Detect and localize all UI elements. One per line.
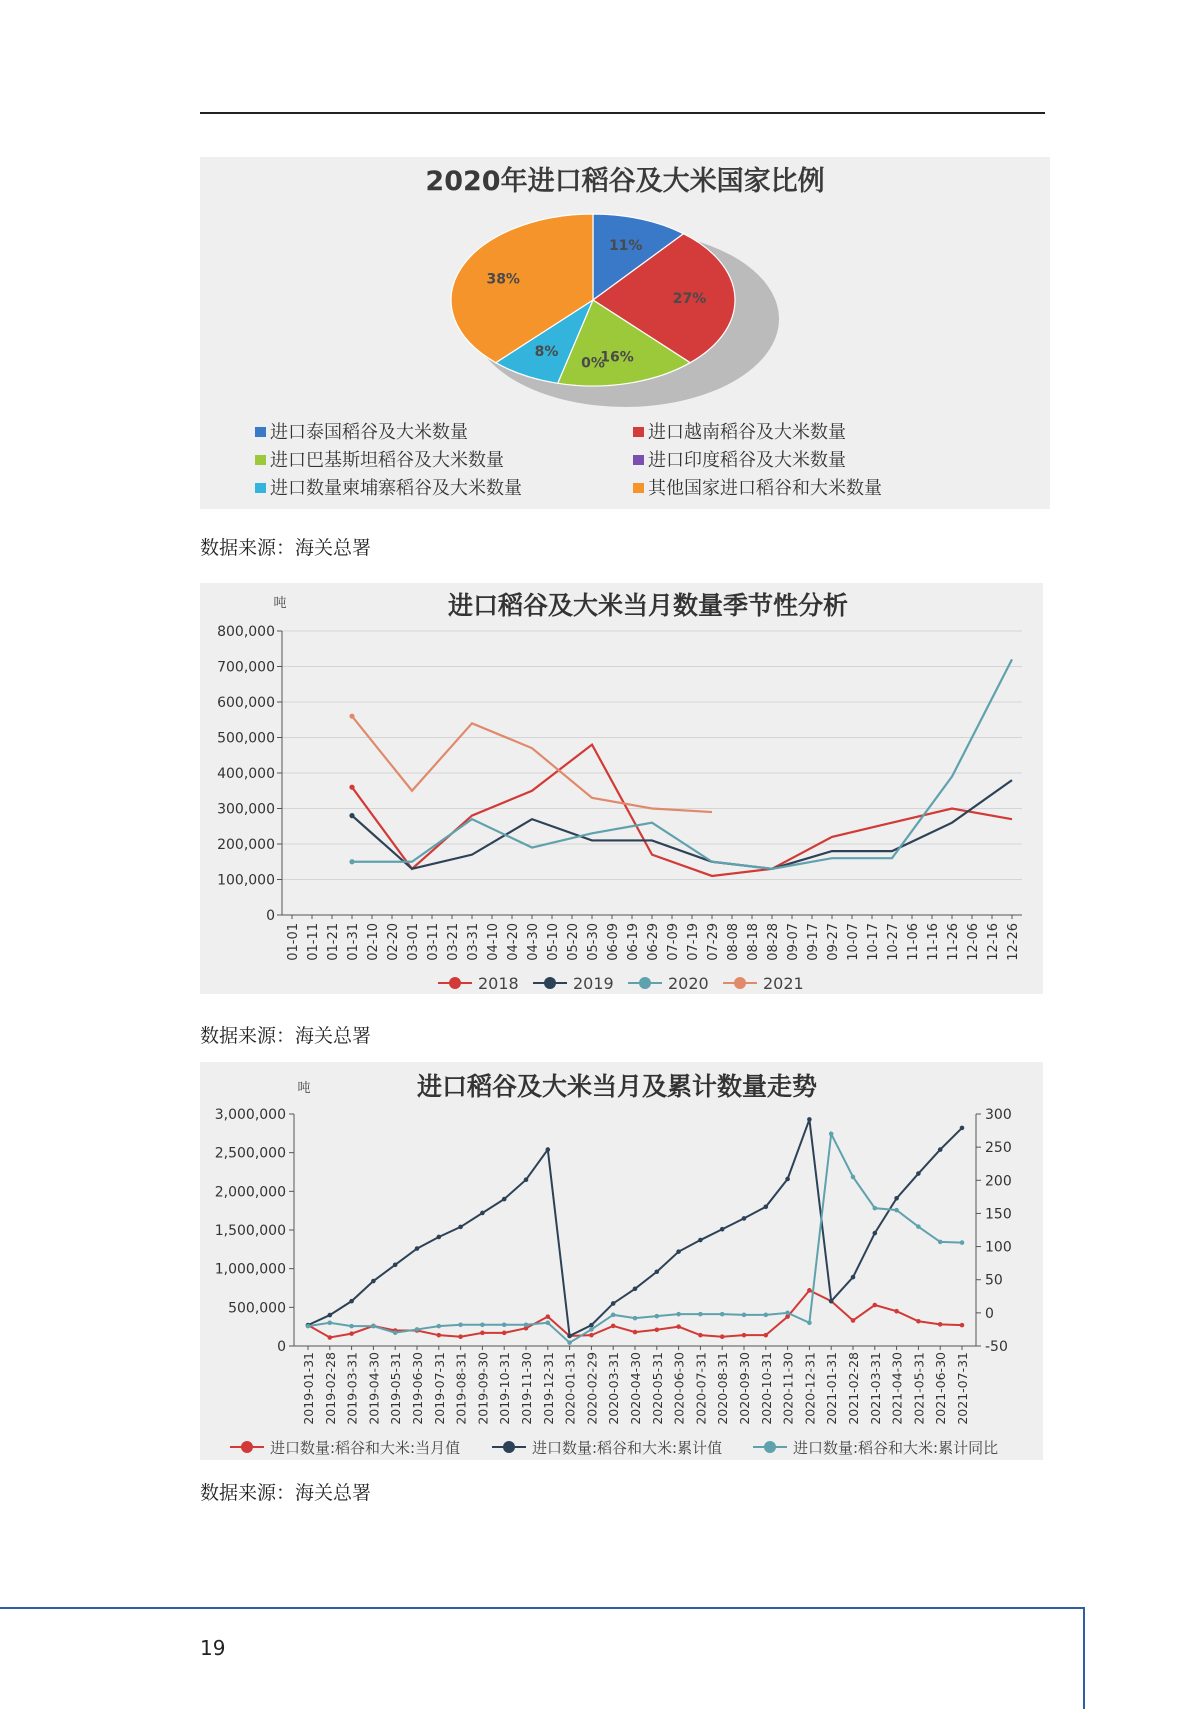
trend-data-point bbox=[916, 1171, 921, 1176]
trend-data-point bbox=[720, 1334, 725, 1339]
x-tick-label: 05-10 bbox=[546, 923, 561, 961]
trend-data-point bbox=[437, 1235, 442, 1240]
trend-data-point bbox=[371, 1324, 376, 1329]
x-tick-label: 12-06 bbox=[966, 923, 981, 961]
legend-swatch bbox=[255, 483, 266, 493]
trend-data-point bbox=[480, 1322, 485, 1327]
y-tick-label: 3,000,000 bbox=[214, 1107, 286, 1123]
trend-data-point bbox=[458, 1322, 463, 1327]
x-tick-label: 2019-01-31 bbox=[301, 1352, 316, 1425]
trend-data-point bbox=[393, 1330, 398, 1335]
y2-tick-label: 300 bbox=[985, 1107, 1012, 1123]
trend-data-point bbox=[437, 1333, 442, 1338]
trend-data-point bbox=[371, 1279, 376, 1284]
x-tick-label: 10-27 bbox=[886, 923, 901, 961]
trend-data-point bbox=[938, 1147, 943, 1152]
trend-data-point bbox=[676, 1249, 681, 1254]
legend-marker bbox=[241, 1441, 253, 1453]
trend-data-point bbox=[546, 1314, 551, 1319]
x-tick-label: 02-20 bbox=[386, 923, 401, 961]
x-tick-label: 12-16 bbox=[986, 923, 1001, 961]
trend-data-point bbox=[633, 1286, 638, 1291]
y-tick-label: 700,000 bbox=[217, 659, 275, 676]
trend-data-point bbox=[524, 1177, 529, 1182]
legend-marker bbox=[764, 1441, 776, 1453]
x-tick-label: 06-19 bbox=[626, 923, 641, 961]
legend-label: 2021 bbox=[763, 974, 804, 993]
pie-legend-label: 其他国家进口稻谷和大米数量 bbox=[648, 478, 882, 499]
trend-data-point bbox=[655, 1314, 660, 1319]
y-tick-label: 500,000 bbox=[217, 730, 275, 747]
x-tick-label: 04-10 bbox=[486, 923, 501, 961]
trend-series-line bbox=[308, 1119, 962, 1336]
y-tick-label: 2,500,000 bbox=[214, 1145, 286, 1162]
x-tick-label: 2019-02-28 bbox=[322, 1352, 338, 1425]
y-tick-label: 100,000 bbox=[217, 872, 275, 889]
x-tick-label: 2020-02-29 bbox=[584, 1352, 600, 1425]
trend-data-point bbox=[960, 1126, 965, 1131]
trend-data-point bbox=[655, 1327, 660, 1332]
y2-tick-label: 250 bbox=[985, 1140, 1012, 1157]
x-tick-label: 07-19 bbox=[686, 923, 701, 961]
x-tick-label: 2019-07-31 bbox=[431, 1352, 447, 1425]
pie-legend-label: 进口泰国稻谷及大米数量 bbox=[270, 422, 468, 443]
footer-frame bbox=[0, 1607, 1085, 1709]
legend-label: 2018 bbox=[478, 974, 519, 993]
trend-data-point bbox=[873, 1231, 878, 1236]
pie-slice-label: 8% bbox=[534, 344, 559, 361]
trend-data-point bbox=[764, 1333, 769, 1338]
trend-data-point bbox=[633, 1316, 638, 1321]
pie-slice-label: 16% bbox=[600, 349, 634, 366]
pie-legend-label: 进口数量柬埔寨稻谷及大米数量 bbox=[270, 478, 522, 499]
trend-data-point bbox=[480, 1211, 485, 1216]
y-tick-label: 2,000,000 bbox=[214, 1184, 286, 1201]
seasonal-line-chart bbox=[200, 583, 1043, 994]
x-tick-label: 2021-01-31 bbox=[824, 1352, 840, 1425]
x-tick-label: 03-11 bbox=[426, 923, 441, 961]
pie-slice-label: 0% bbox=[581, 355, 605, 372]
x-tick-label: 2019-06-30 bbox=[410, 1352, 425, 1425]
x-tick-label: 12-26 bbox=[1006, 923, 1021, 961]
trend-data-point bbox=[306, 1324, 311, 1329]
x-tick-label: 2020-03-31 bbox=[606, 1352, 622, 1425]
pie-slice-label: 27% bbox=[672, 291, 707, 308]
x-tick-label: 01-01 bbox=[286, 923, 301, 961]
trend-data-point bbox=[698, 1238, 703, 1243]
page-number: 19 bbox=[200, 1636, 226, 1660]
trend-data-point bbox=[960, 1240, 965, 1245]
y-tick-label: 400,000 bbox=[217, 766, 275, 782]
trend-x-ticks bbox=[301, 1346, 970, 1425]
seasonal-y-unit: 吨 bbox=[273, 596, 287, 611]
y-tick-label: 0 bbox=[266, 908, 275, 924]
seasonal-y-ticks bbox=[217, 624, 275, 924]
legend-marker bbox=[544, 977, 556, 989]
x-tick-label: 2019-09-30 bbox=[475, 1352, 491, 1425]
seasonal-series bbox=[349, 659, 1012, 876]
x-tick-label: 08-08 bbox=[726, 923, 741, 961]
legend-swatch bbox=[633, 427, 644, 437]
trend-data-point bbox=[829, 1299, 834, 1304]
trend-data-point bbox=[458, 1334, 463, 1339]
legend-marker bbox=[734, 977, 746, 989]
trend-data-point bbox=[829, 1132, 834, 1137]
trend-data-point bbox=[480, 1331, 485, 1336]
trend-data-point bbox=[633, 1330, 638, 1335]
x-tick-label: 2019-08-31 bbox=[453, 1352, 469, 1425]
trend-data-point bbox=[502, 1322, 507, 1327]
pie-chart-panel bbox=[200, 157, 1050, 509]
trend-data-point bbox=[567, 1340, 572, 1345]
legend-swatch bbox=[633, 455, 644, 465]
x-tick-label: 2020-08-31 bbox=[715, 1352, 731, 1425]
trend-series bbox=[306, 1117, 965, 1345]
y2-tick-label: 0 bbox=[985, 1305, 994, 1322]
x-tick-label: 2019-12-31 bbox=[540, 1352, 556, 1425]
trend-data-point bbox=[785, 1311, 790, 1316]
legend-swatch bbox=[255, 427, 266, 437]
trend-data-point bbox=[589, 1327, 594, 1332]
trend-data-point bbox=[502, 1197, 507, 1202]
x-tick-label: 04-20 bbox=[506, 923, 521, 961]
series-start-point bbox=[349, 813, 354, 818]
x-tick-label: 2019-05-31 bbox=[388, 1352, 404, 1425]
y-tick-label: 800,000 bbox=[217, 624, 275, 640]
y-tick-label: 200,000 bbox=[217, 837, 275, 853]
trend-data-point bbox=[589, 1333, 594, 1338]
trend-data-point bbox=[894, 1196, 899, 1201]
x-tick-label: 2020-12-31 bbox=[802, 1352, 818, 1425]
trend-chart-panel bbox=[200, 1062, 1043, 1460]
seasonal-chart-title: 进口稻谷及大米当月数量季节性分析 bbox=[447, 591, 849, 620]
series-line-2021 bbox=[352, 716, 712, 812]
x-tick-label: 04-30 bbox=[526, 923, 541, 961]
x-tick-label: 10-17 bbox=[866, 923, 881, 961]
pie-chart bbox=[200, 157, 1050, 509]
x-tick-label: 2021-04-30 bbox=[889, 1352, 905, 1425]
y-tick-label: 300,000 bbox=[217, 801, 275, 818]
trend-data-point bbox=[960, 1323, 965, 1328]
trend-data-point bbox=[437, 1324, 442, 1329]
header-rule bbox=[200, 112, 1045, 114]
trend-y-unit: 吨 bbox=[297, 1081, 311, 1096]
trend-series-line bbox=[308, 1134, 962, 1343]
series-start-point bbox=[349, 859, 354, 864]
x-tick-label: 02-10 bbox=[366, 923, 381, 961]
seasonal-chart-panel bbox=[200, 583, 1043, 994]
trend-data-point bbox=[938, 1322, 943, 1327]
pie-slice-label: 38% bbox=[486, 271, 520, 288]
trend-data-point bbox=[458, 1225, 463, 1230]
x-tick-label: 07-29 bbox=[706, 923, 721, 961]
seasonal-grid bbox=[277, 631, 1022, 915]
x-tick-label: 07-09 bbox=[666, 923, 681, 961]
trend-data-point bbox=[938, 1240, 943, 1245]
series-line-2019 bbox=[352, 780, 1012, 869]
trend-data-point bbox=[916, 1319, 921, 1324]
x-tick-label: 11-16 bbox=[926, 923, 941, 961]
x-tick-label: 05-20 bbox=[566, 923, 581, 961]
trend-data-point bbox=[894, 1309, 899, 1314]
trend-data-point bbox=[393, 1263, 398, 1268]
x-tick-label: 05-30 bbox=[586, 923, 601, 961]
x-tick-label: 10-07 bbox=[846, 923, 861, 961]
x-tick-label: 01-11 bbox=[306, 923, 321, 961]
trend-data-point bbox=[720, 1227, 725, 1232]
trend-data-point bbox=[567, 1334, 572, 1339]
x-tick-label: 08-28 bbox=[766, 923, 781, 961]
x-tick-label: 03-01 bbox=[406, 923, 421, 961]
x-tick-label: 2021-05-31 bbox=[911, 1352, 927, 1425]
trend-data-point bbox=[807, 1321, 812, 1326]
trend-data-point bbox=[349, 1299, 354, 1304]
x-tick-label: 2021-07-31 bbox=[955, 1352, 970, 1425]
x-tick-label: 08-18 bbox=[746, 923, 761, 961]
trend-data-point bbox=[328, 1313, 333, 1318]
series-start-point bbox=[349, 785, 354, 790]
x-tick-label: 2021-06-30 bbox=[933, 1352, 949, 1425]
trend-data-point bbox=[611, 1313, 616, 1318]
x-tick-label: 2019-10-31 bbox=[497, 1352, 513, 1425]
x-tick-label: 2020-10-31 bbox=[758, 1352, 774, 1425]
pie-legend-label: 进口巴基斯坦稻谷及大米数量 bbox=[270, 450, 504, 471]
trend-data-point bbox=[524, 1322, 529, 1327]
x-tick-label: 11-26 bbox=[946, 923, 961, 961]
x-tick-label: 2021-03-31 bbox=[867, 1352, 883, 1425]
x-tick-label: 2021-02-28 bbox=[846, 1352, 861, 1425]
x-tick-label: 2020-11-30 bbox=[780, 1352, 796, 1425]
y-tick-label: 1,000,000 bbox=[214, 1261, 286, 1278]
trend-line-chart bbox=[200, 1062, 1043, 1460]
x-tick-label: 2020-01-31 bbox=[562, 1352, 578, 1425]
legend-marker bbox=[449, 977, 461, 989]
x-tick-label: 2019-04-30 bbox=[366, 1352, 382, 1425]
trend-data-point bbox=[546, 1147, 551, 1152]
trend-data-point bbox=[676, 1324, 681, 1329]
legend-label: 进口数量:稻谷和大米:累计同比 bbox=[793, 1439, 999, 1457]
legend-marker bbox=[503, 1441, 515, 1453]
x-tick-label: 09-17 bbox=[806, 923, 821, 961]
y2-tick-label: -50 bbox=[985, 1339, 1008, 1355]
y2-tick-label: 100 bbox=[985, 1239, 1012, 1256]
trend-data-point bbox=[349, 1324, 354, 1329]
trend-data-point bbox=[873, 1206, 878, 1211]
x-tick-label: 2020-09-30 bbox=[737, 1352, 752, 1425]
trend-data-point bbox=[764, 1313, 769, 1318]
y2-tick-label: 150 bbox=[985, 1206, 1012, 1223]
pie-chart-title: 2020年进口稻谷及大米国家比例 bbox=[425, 166, 825, 197]
trend-data-point bbox=[415, 1327, 420, 1332]
trend-y2-ticks bbox=[985, 1107, 1012, 1355]
x-tick-label: 03-31 bbox=[466, 923, 481, 961]
legend-swatch bbox=[255, 455, 266, 465]
trend-data-point bbox=[851, 1175, 856, 1180]
trend-data-point bbox=[916, 1224, 921, 1229]
trend-data-point bbox=[785, 1177, 790, 1182]
x-tick-label: 06-29 bbox=[646, 923, 661, 961]
seasonal-legend bbox=[438, 974, 804, 993]
y2-tick-label: 200 bbox=[985, 1173, 1012, 1190]
trend-data-point bbox=[720, 1312, 725, 1317]
seasonal-x-ticks bbox=[286, 915, 1021, 961]
x-tick-label: 2020-07-31 bbox=[693, 1352, 709, 1425]
x-tick-label: 2020-04-30 bbox=[628, 1352, 643, 1425]
data-source-3: 数据来源：海关总署 bbox=[200, 1482, 372, 1504]
x-tick-label: 03-21 bbox=[446, 923, 461, 961]
trend-legend bbox=[230, 1439, 998, 1457]
trend-data-point bbox=[698, 1312, 703, 1317]
y2-tick-label: 50 bbox=[985, 1272, 1003, 1289]
trend-data-point bbox=[328, 1335, 333, 1340]
x-tick-label: 01-21 bbox=[326, 923, 341, 961]
legend-swatch bbox=[633, 483, 644, 493]
pie-legend bbox=[255, 421, 882, 499]
x-tick-label: 2020-06-30 bbox=[671, 1352, 687, 1425]
trend-data-point bbox=[764, 1205, 769, 1210]
trend-data-point bbox=[611, 1324, 616, 1329]
trend-data-point bbox=[589, 1323, 594, 1328]
trend-data-point bbox=[676, 1312, 681, 1317]
x-tick-label: 2020-05-31 bbox=[649, 1352, 665, 1425]
trend-data-point bbox=[502, 1331, 507, 1336]
trend-data-point bbox=[851, 1275, 856, 1280]
y-tick-label: 0 bbox=[277, 1339, 286, 1355]
y-tick-label: 500,000 bbox=[228, 1300, 286, 1317]
pie-legend-label: 进口印度稻谷及大米数量 bbox=[648, 450, 846, 471]
trend-data-point bbox=[742, 1313, 747, 1318]
trend-chart-title: 进口稻谷及大米当月及累计数量走势 bbox=[416, 1072, 818, 1101]
x-tick-label: 2019-03-31 bbox=[344, 1352, 360, 1425]
trend-data-point bbox=[415, 1246, 420, 1251]
trend-data-point bbox=[807, 1117, 812, 1122]
legend-marker bbox=[639, 977, 651, 989]
series-start-point bbox=[349, 714, 354, 719]
trend-data-point bbox=[349, 1331, 354, 1336]
x-tick-label: 2019-11-30 bbox=[519, 1352, 534, 1425]
x-tick-label: 11-06 bbox=[906, 923, 921, 961]
trend-data-point bbox=[851, 1318, 856, 1323]
legend-label: 进口数量:稻谷和大米:累计值 bbox=[532, 1439, 723, 1457]
trend-data-point bbox=[546, 1321, 551, 1326]
trend-data-point bbox=[698, 1333, 703, 1338]
pie-legend-label: 进口越南稻谷及大米数量 bbox=[648, 422, 846, 443]
legend-label: 2019 bbox=[573, 974, 614, 993]
trend-data-point bbox=[807, 1288, 812, 1293]
trend-data-point bbox=[742, 1333, 747, 1338]
trend-y-ticks bbox=[215, 1107, 286, 1355]
trend-data-point bbox=[873, 1303, 878, 1308]
trend-data-point bbox=[742, 1216, 747, 1221]
x-tick-label: 01-31 bbox=[346, 923, 361, 961]
trend-data-point bbox=[328, 1321, 333, 1326]
y-tick-label: 1,500,000 bbox=[214, 1223, 286, 1239]
legend-label: 进口数量:稻谷和大米:当月值 bbox=[270, 1439, 461, 1457]
trend-data-point bbox=[894, 1208, 899, 1213]
y-tick-label: 600,000 bbox=[217, 695, 275, 711]
x-tick-label: 06-09 bbox=[606, 923, 621, 961]
trend-data-point bbox=[655, 1269, 660, 1274]
legend-label: 2020 bbox=[668, 974, 709, 993]
data-source-2: 数据来源：海关总署 bbox=[200, 1025, 372, 1047]
data-source-1: 数据来源：海关总署 bbox=[200, 537, 372, 559]
x-tick-label: 09-07 bbox=[786, 923, 801, 961]
trend-data-point bbox=[611, 1301, 616, 1306]
pie-slice-label: 11% bbox=[608, 237, 643, 254]
x-tick-label: 09-27 bbox=[826, 923, 841, 961]
series-line-2020 bbox=[352, 659, 1012, 868]
